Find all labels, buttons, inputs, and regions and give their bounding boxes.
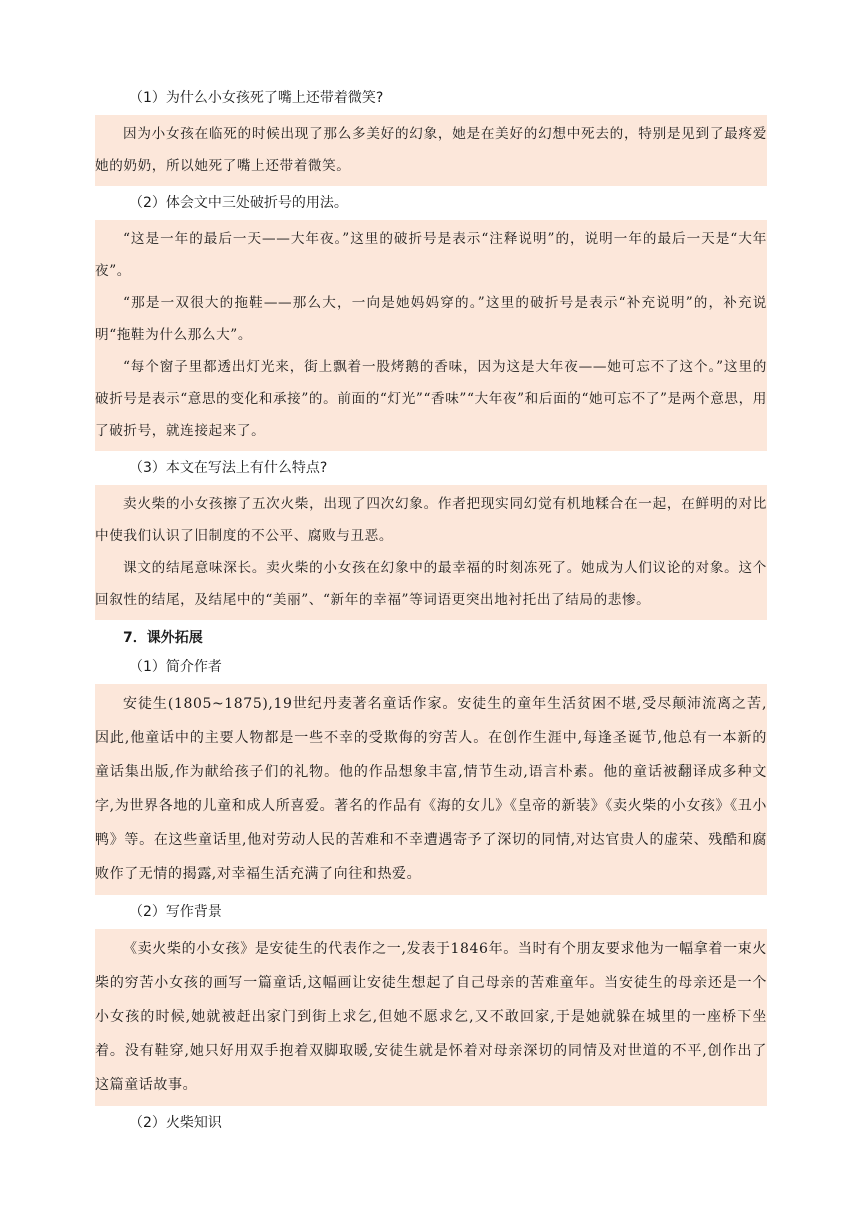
answer-box-2: [95, 220, 767, 451]
question-matches: （2）火柴知识: [129, 1115, 222, 1131]
document-page: [95, 84, 767, 1137]
answer-paragraph: “这是一年的最后一天——大年夜。”这里的破折号是表示“注释说明”的，说明一年的最后一天是“大年夜”。: [95, 231, 767, 279]
answer-box-background: [95, 929, 767, 1106]
answer-paragraph: 《卖火柴的小女孩》是安徒生的代表作之一,发表于1846年。当时有个朋友要求他为一幅拿着一束火柴的穷苦小女孩的画写一篇童话,这幅画让安徒生想起了自己母亲的苦难童年。当安徒生的母亲还是一个小女孩的时候,她就被赶出家门到街上求乞,但她不愿求乞,又不敢回家,于是她就躲在城里的一座桥下坐着。没有鞋穿,她只好用双手抱着双脚取暖,安徒生就是怀着对母亲深切的同情及对世道的不平,创作出了这篇童话故事。: [95, 941, 767, 1093]
answer-paragraph: 课文的结尾意味深长。卖火柴的小女孩在幻象中的最幸福的时刻冻死了。她成为人们议论的对象。这个回叙性的结尾，及结尾中的“美丽”、“新年的幸福”等词语更突出地衬托出了结局的悲惨。: [95, 560, 767, 608]
question-3: （3）本文在写法上有什么特点?: [129, 460, 328, 476]
answer-box-3: [95, 485, 767, 620]
answer-paragraph: “那是一双很大的拖鞋——那么大，一向是她妈妈穿的。”这里的破折号是表示“补充说明”的，补充说明“拖鞋为什么那么大”。: [95, 295, 767, 343]
answer-box-author: [95, 684, 767, 895]
question-author: （1）简介作者: [129, 659, 222, 675]
answer-paragraph: 因为小女孩在临死的时候出现了那么多美好的幻象，她是在美好的幻想中死去的，特别是见到了最疼爱她的奶奶，所以她死了嘴上还带着微笑。: [95, 126, 767, 174]
section-heading-extension: 7．课外拓展: [123, 630, 203, 646]
answer-paragraph: 卖火柴的小女孩擦了五次火柴，出现了四次幻象。作者把现实同幻觉有机地糅合在一起，在鲜明的对比中使我们认识了旧制度的不公平、腐败与丑恶。: [95, 496, 767, 544]
question-background: （2）写作背景: [129, 904, 222, 920]
answer-box-1: [95, 115, 767, 186]
question-1: （1）为什么小女孩死了嘴上还带着微笑?: [129, 90, 384, 106]
question-2: （2）体会文中三处破折号的用法。: [129, 195, 348, 211]
answer-paragraph: “每个窗子里都透出灯光来，街上飘着一股烤鹅的香味，因为这是大年夜——她可忘不了这个。”这里的破折号是表示“意思的变化和承接”的。前面的“灯光”“香味”“大年夜”和后面的“她可忘不了”是两个意思，用了破折号，就连接起来了。: [95, 359, 767, 439]
answer-paragraph: 安徒生(1805~1875),19世纪丹麦著名童话作家。安徒生的童年生活贫困不堪,受尽颠沛流离之苦,因此,他童话中的主要人物都是一些不幸的受欺侮的穷苦人。在创作生涯中,每逢圣诞节,他总有一本新的童话集出版,作为献给孩子们的礼物。他的作品想象丰富,情节生动,语言朴素。他的童话被翻译成多种文字,为世界各地的儿童和成人所喜爱。著名的作品有《海的女儿》《皇帝的新装》《卖火柴的小女孩》《丑小鸭》等。在这些童话里,他对劳动人民的苦难和不幸遭遇寄予了深切的同情,对达官贵人的虚荣、残酷和腐败作了无情的揭露,对幸福生活充满了向往和热爱。: [95, 696, 767, 882]
